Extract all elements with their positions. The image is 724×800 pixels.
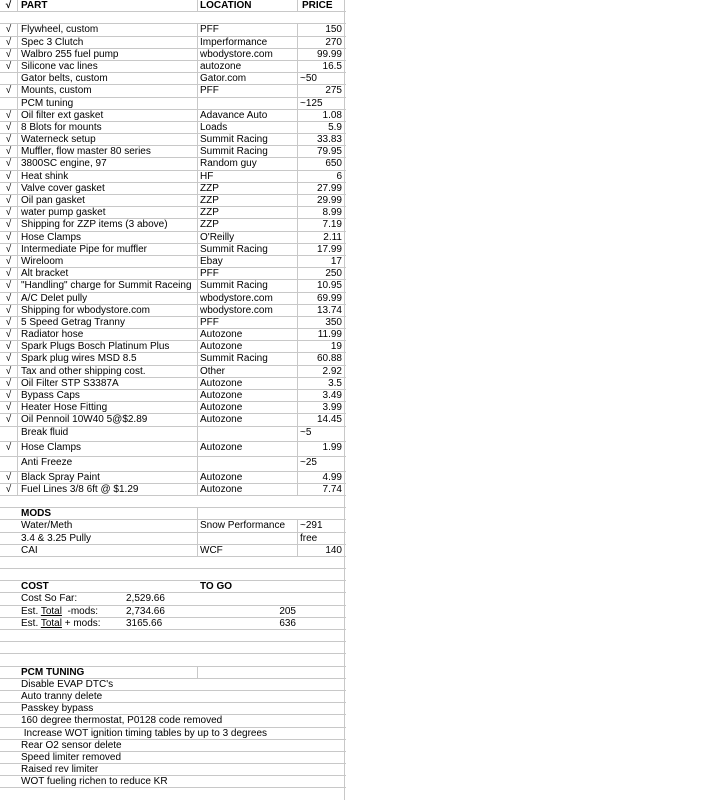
header-part: PART xyxy=(20,0,198,11)
pcm-item: Rear O2 sensor delete xyxy=(21,739,122,751)
check-mark xyxy=(0,98,18,109)
check-mark: √ xyxy=(0,183,18,194)
part-location: Autozone xyxy=(198,329,298,340)
part-price: ~25 xyxy=(300,456,317,468)
check-mark xyxy=(0,457,18,471)
part-price: 270 xyxy=(325,36,342,48)
part-price: 16.5 xyxy=(322,60,342,72)
part-price: 4.99 xyxy=(322,471,342,483)
part-name: Mounts, custom xyxy=(20,85,198,96)
part-row xyxy=(0,427,346,442)
check-mark: √ xyxy=(0,49,18,60)
header-row xyxy=(0,0,346,12)
part-price: 1.99 xyxy=(322,441,342,453)
check-mark: √ xyxy=(0,122,18,133)
part-row xyxy=(0,183,346,195)
part-location: wbodystore.com xyxy=(198,293,298,304)
mod-row xyxy=(0,520,346,532)
part-row xyxy=(0,268,346,280)
part-name: "Handling" charge for Summit Raceing xyxy=(20,280,198,291)
part-location: Summit Racing xyxy=(198,134,298,145)
part-location: Autozone xyxy=(198,414,298,425)
part-price: ~125 xyxy=(300,97,323,109)
part-price: 99.99 xyxy=(316,48,342,60)
check-mark xyxy=(0,73,18,84)
part-row xyxy=(0,85,346,97)
part-name: Oil filter ext gasket xyxy=(20,110,198,121)
check-mark: √ xyxy=(0,472,18,483)
part-location: Autozone xyxy=(198,390,298,401)
part-name: Intermediate Pipe for muffler xyxy=(20,244,198,255)
check-mark: √ xyxy=(0,146,18,157)
pcm-row xyxy=(0,703,346,715)
mod-row xyxy=(0,545,346,557)
part-row xyxy=(0,329,346,341)
part-row xyxy=(0,484,346,496)
part-name: water pump gasket xyxy=(20,207,198,218)
part-name: Hose Clamps xyxy=(20,442,198,456)
cost-label-pre: Est. xyxy=(21,617,41,629)
blank-row xyxy=(0,642,346,654)
part-location: Imperformance xyxy=(198,37,298,48)
part-location: ZZP xyxy=(198,207,298,218)
part-row xyxy=(0,195,346,207)
part-price: 7.19 xyxy=(322,219,342,231)
check-mark: √ xyxy=(0,268,18,279)
part-location: Autozone xyxy=(198,442,298,456)
part-row xyxy=(0,24,346,36)
part-price: 7.74 xyxy=(322,483,342,495)
part-price: ~5 xyxy=(300,426,312,438)
blank-row xyxy=(0,569,346,581)
part-location: HF xyxy=(198,171,298,182)
part-price: 33.83 xyxy=(316,134,342,146)
cost-value: 2,529.66 xyxy=(126,593,165,605)
part-row xyxy=(0,341,346,353)
part-row xyxy=(0,317,346,329)
part-location: O'Reilly xyxy=(198,232,298,243)
part-row xyxy=(0,134,346,146)
mod-location: Snow Performance xyxy=(198,520,298,531)
check-mark: √ xyxy=(0,37,18,48)
pcm-title: PCM TUNING xyxy=(20,667,198,678)
part-name: Flywheel, custom xyxy=(20,24,198,35)
check-mark: √ xyxy=(0,232,18,243)
spreadsheet xyxy=(0,0,346,788)
part-name: Heater Hose Fitting xyxy=(20,402,198,413)
part-name: Muffler, flow master 80 series xyxy=(20,146,198,157)
check-mark xyxy=(0,427,18,441)
check-mark: √ xyxy=(0,390,18,401)
cost-label xyxy=(20,606,124,617)
part-name: Spark plug wires MSD 8.5 xyxy=(20,353,198,364)
part-name: Spark Plugs Bosch Platinum Plus xyxy=(20,341,198,352)
part-row xyxy=(0,110,346,122)
pcm-row xyxy=(0,752,346,764)
part-price: 5.9 xyxy=(328,121,342,133)
part-price: 27.99 xyxy=(316,182,342,194)
cost-label-post: + mods: xyxy=(61,617,101,629)
part-price: 60.88 xyxy=(316,353,342,365)
check-mark: √ xyxy=(0,171,18,182)
check-mark: √ xyxy=(0,61,18,72)
pcm-item: WOT fueling richen to reduce KR xyxy=(21,776,168,788)
togo-value: 636 xyxy=(279,617,296,629)
part-name: Tax and other shipping cost. xyxy=(20,366,198,377)
part-price: 29.99 xyxy=(316,195,342,206)
part-row xyxy=(0,146,346,158)
pcm-item: Raised rev limiter xyxy=(21,764,99,776)
part-price: ~50 xyxy=(300,73,317,85)
part-location: PFF xyxy=(198,317,298,328)
part-row xyxy=(0,244,346,256)
blank-row xyxy=(0,12,346,24)
part-price: 69.99 xyxy=(316,292,342,304)
check-mark: √ xyxy=(0,317,18,328)
part-location: Other xyxy=(198,366,298,377)
part-price: 13.74 xyxy=(316,304,342,316)
part-price: 3.5 xyxy=(328,377,342,389)
part-name: Break fluid xyxy=(20,427,198,441)
cost-title: COST xyxy=(21,581,49,593)
check-mark: √ xyxy=(0,484,18,495)
mod-location xyxy=(198,533,298,544)
check-mark: √ xyxy=(0,329,18,340)
check-mark: √ xyxy=(0,402,18,413)
part-location: Autozone xyxy=(198,484,298,495)
part-price: 17.99 xyxy=(316,243,342,255)
part-price: 8.99 xyxy=(322,207,342,219)
part-price: 250 xyxy=(325,268,342,280)
blank-row xyxy=(0,557,346,569)
check-mark: √ xyxy=(0,207,18,218)
check-mark: √ xyxy=(0,244,18,255)
blank-row xyxy=(0,630,346,642)
cost-row xyxy=(0,606,346,618)
part-location xyxy=(198,98,298,109)
check-mark: √ xyxy=(0,219,18,230)
part-name: Bypass Caps xyxy=(20,390,198,401)
header-price: PRICE xyxy=(302,0,333,11)
pcm-item: Speed limiter removed xyxy=(21,751,122,763)
pcm-row xyxy=(0,776,346,788)
part-row xyxy=(0,457,346,472)
mods-title: MODS xyxy=(20,508,198,519)
cost-label: Cost So Far: xyxy=(21,593,78,605)
part-row xyxy=(0,61,346,73)
part-name: Radiator hose xyxy=(20,329,198,340)
mod-price: 140 xyxy=(325,544,342,556)
part-location: ZZP xyxy=(198,195,298,206)
part-name: Alt bracket xyxy=(20,268,198,279)
pcm-row xyxy=(0,740,346,752)
pcm-item: Increase WOT ignition timing tables by up to 3 degrees xyxy=(21,727,268,739)
mod-location: WCF xyxy=(198,545,298,556)
part-row xyxy=(0,472,346,484)
part-location: Adavance Auto xyxy=(198,110,298,121)
part-name: Valve cover gasket xyxy=(20,183,198,194)
togo-value: 205 xyxy=(279,605,296,617)
part-row xyxy=(0,49,346,61)
check-mark: √ xyxy=(0,353,18,364)
mod-name: Water/Meth xyxy=(20,520,198,531)
part-row xyxy=(0,353,346,365)
cost-label-total: Total xyxy=(40,605,62,617)
pcm-row xyxy=(0,728,346,740)
part-row xyxy=(0,366,346,378)
part-location: wbodystore.com xyxy=(198,305,298,316)
part-row xyxy=(0,414,346,426)
part-name: Waterneck setup xyxy=(20,134,198,145)
part-name: Oil Filter STP S3387A xyxy=(20,378,198,389)
cost-row xyxy=(0,618,346,630)
pcm-title-row xyxy=(0,667,346,679)
part-price: 1.08 xyxy=(322,109,342,121)
part-name: Shipping for ZZP items (3 above) xyxy=(20,219,198,230)
part-name: Spec 3 Clutch xyxy=(20,37,198,48)
part-row xyxy=(0,171,346,183)
blank-row xyxy=(0,654,346,666)
part-name: Shipping for wbodystore.com xyxy=(20,305,198,316)
part-row xyxy=(0,232,346,244)
mod-row xyxy=(0,533,346,545)
part-price: 19 xyxy=(330,341,342,353)
check-mark: √ xyxy=(0,378,18,389)
pcm-item: 160 degree thermostat, P0128 code removed xyxy=(21,715,223,727)
part-location: Summit Racing xyxy=(198,280,298,291)
cost-label-total: Total xyxy=(40,617,62,629)
part-location: Random guy xyxy=(198,158,298,169)
part-row xyxy=(0,207,346,219)
part-row xyxy=(0,402,346,414)
part-location: Summit Racing xyxy=(198,244,298,255)
part-location: Gator.com xyxy=(198,73,298,84)
part-price: 350 xyxy=(325,316,342,328)
mods-list xyxy=(0,520,346,557)
pcm-item: Passkey bypass xyxy=(21,703,94,715)
part-location xyxy=(198,457,298,471)
pcm-list xyxy=(0,679,346,789)
part-location: PFF xyxy=(198,268,298,279)
check-mark: √ xyxy=(0,134,18,145)
cost-value: 2,734.66 xyxy=(126,605,165,617)
part-name: 5 Speed Getrag Tranny xyxy=(20,317,198,328)
pcm-item: Auto tranny delete xyxy=(21,690,103,702)
part-name: 8 Blots for mounts xyxy=(20,122,198,133)
check-mark: √ xyxy=(0,85,18,96)
cost-title-row xyxy=(0,581,346,593)
grid-line xyxy=(344,0,345,800)
part-location: Autozone xyxy=(198,341,298,352)
check-mark: √ xyxy=(0,305,18,316)
check-mark: √ xyxy=(0,341,18,352)
parts-list xyxy=(0,24,346,496)
part-name: Fuel Lines 3/8 6ft @ $1.29 xyxy=(20,484,198,495)
cost-label-post: -mods: xyxy=(61,605,99,617)
part-price: 2.11 xyxy=(323,231,342,243)
part-location: Summit Racing xyxy=(198,353,298,364)
part-name: 3800SC engine, 97 xyxy=(20,158,198,169)
check-mark: √ xyxy=(0,256,18,267)
part-price: 650 xyxy=(325,158,342,170)
check-mark: √ xyxy=(0,293,18,304)
cost-row xyxy=(0,593,346,605)
part-name: Oil Pennoil 10W40 5@$2.89 xyxy=(20,414,198,425)
mod-name: CAI xyxy=(20,545,198,556)
check-mark: √ xyxy=(0,366,18,377)
mods-title-row xyxy=(0,508,346,520)
part-row xyxy=(0,256,346,268)
cost-value: 3165.66 xyxy=(126,617,163,629)
part-price: 6 xyxy=(336,170,342,182)
part-row xyxy=(0,293,346,305)
part-row xyxy=(0,73,346,85)
part-name: PCM tuning xyxy=(20,98,198,109)
check-mark: √ xyxy=(0,280,18,291)
part-location: Autozone xyxy=(198,378,298,389)
togo-value xyxy=(198,593,298,604)
part-location: PFF xyxy=(198,85,298,96)
part-price: 10.95 xyxy=(316,280,342,292)
part-row xyxy=(0,305,346,317)
part-row xyxy=(0,158,346,170)
cost-list xyxy=(0,593,346,630)
part-name: Silicone vac lines xyxy=(20,61,198,72)
part-price: 11.99 xyxy=(317,329,342,341)
part-price: 150 xyxy=(325,24,342,36)
part-name: Anti Freeze xyxy=(20,457,198,471)
part-price: 3.49 xyxy=(322,390,342,401)
pcm-row xyxy=(0,764,346,776)
cost-label-pre: Est. xyxy=(21,605,41,617)
cost-label xyxy=(20,618,124,629)
part-name: Wireloom xyxy=(20,256,198,267)
header-location: LOCATION xyxy=(198,0,298,11)
part-name: Gator belts, custom xyxy=(20,73,198,84)
check-mark: √ xyxy=(0,110,18,121)
part-row xyxy=(0,98,346,110)
part-name: Oil pan gasket xyxy=(20,195,198,206)
part-price: 2.92 xyxy=(322,365,342,377)
part-row xyxy=(0,378,346,390)
part-location: ZZP xyxy=(198,183,298,194)
mod-price: free xyxy=(300,532,318,544)
part-location: autozone xyxy=(198,61,298,72)
check-mark: √ xyxy=(0,414,18,425)
check-mark: √ xyxy=(0,24,18,35)
mod-price: ~291 xyxy=(300,520,323,532)
part-location: Summit Racing xyxy=(198,146,298,157)
check-mark: √ xyxy=(0,158,18,169)
part-price: 17 xyxy=(330,255,342,267)
part-row xyxy=(0,37,346,49)
part-location: Autozone xyxy=(198,472,298,483)
mod-name: 3.4 & 3.25 Pully xyxy=(20,533,198,544)
check-mark: √ xyxy=(0,442,18,456)
part-location xyxy=(198,427,298,441)
part-location: ZZP xyxy=(198,219,298,230)
part-row xyxy=(0,390,346,402)
part-price: 275 xyxy=(325,85,342,97)
part-location: Loads xyxy=(198,122,298,133)
part-location: Ebay xyxy=(198,256,298,267)
part-name: Heat shink xyxy=(20,171,198,182)
pcm-row xyxy=(0,679,346,691)
part-name: Black Spray Paint xyxy=(20,472,198,483)
pcm-row xyxy=(0,715,346,727)
part-name: Walbro 255 fuel pump xyxy=(20,49,198,60)
part-location: Autozone xyxy=(198,402,298,413)
header-check: √ xyxy=(0,0,18,11)
pcm-item: Disable EVAP DTC's xyxy=(21,678,114,690)
part-row xyxy=(0,442,346,457)
part-row xyxy=(0,219,346,231)
check-mark: √ xyxy=(0,195,18,206)
blank-row xyxy=(0,496,346,508)
part-row xyxy=(0,122,346,134)
togo-title: TO GO xyxy=(200,581,233,593)
part-price: 79.95 xyxy=(316,146,342,158)
part-row xyxy=(0,280,346,292)
part-name: A/C Delet pully xyxy=(20,293,198,304)
part-location: PFF xyxy=(198,24,298,35)
part-location: wbodystore.com xyxy=(198,49,298,60)
part-price: 14.45 xyxy=(316,414,342,426)
part-name: Hose Clamps xyxy=(20,232,198,243)
pcm-row xyxy=(0,691,346,703)
part-price: 3.99 xyxy=(322,402,342,414)
